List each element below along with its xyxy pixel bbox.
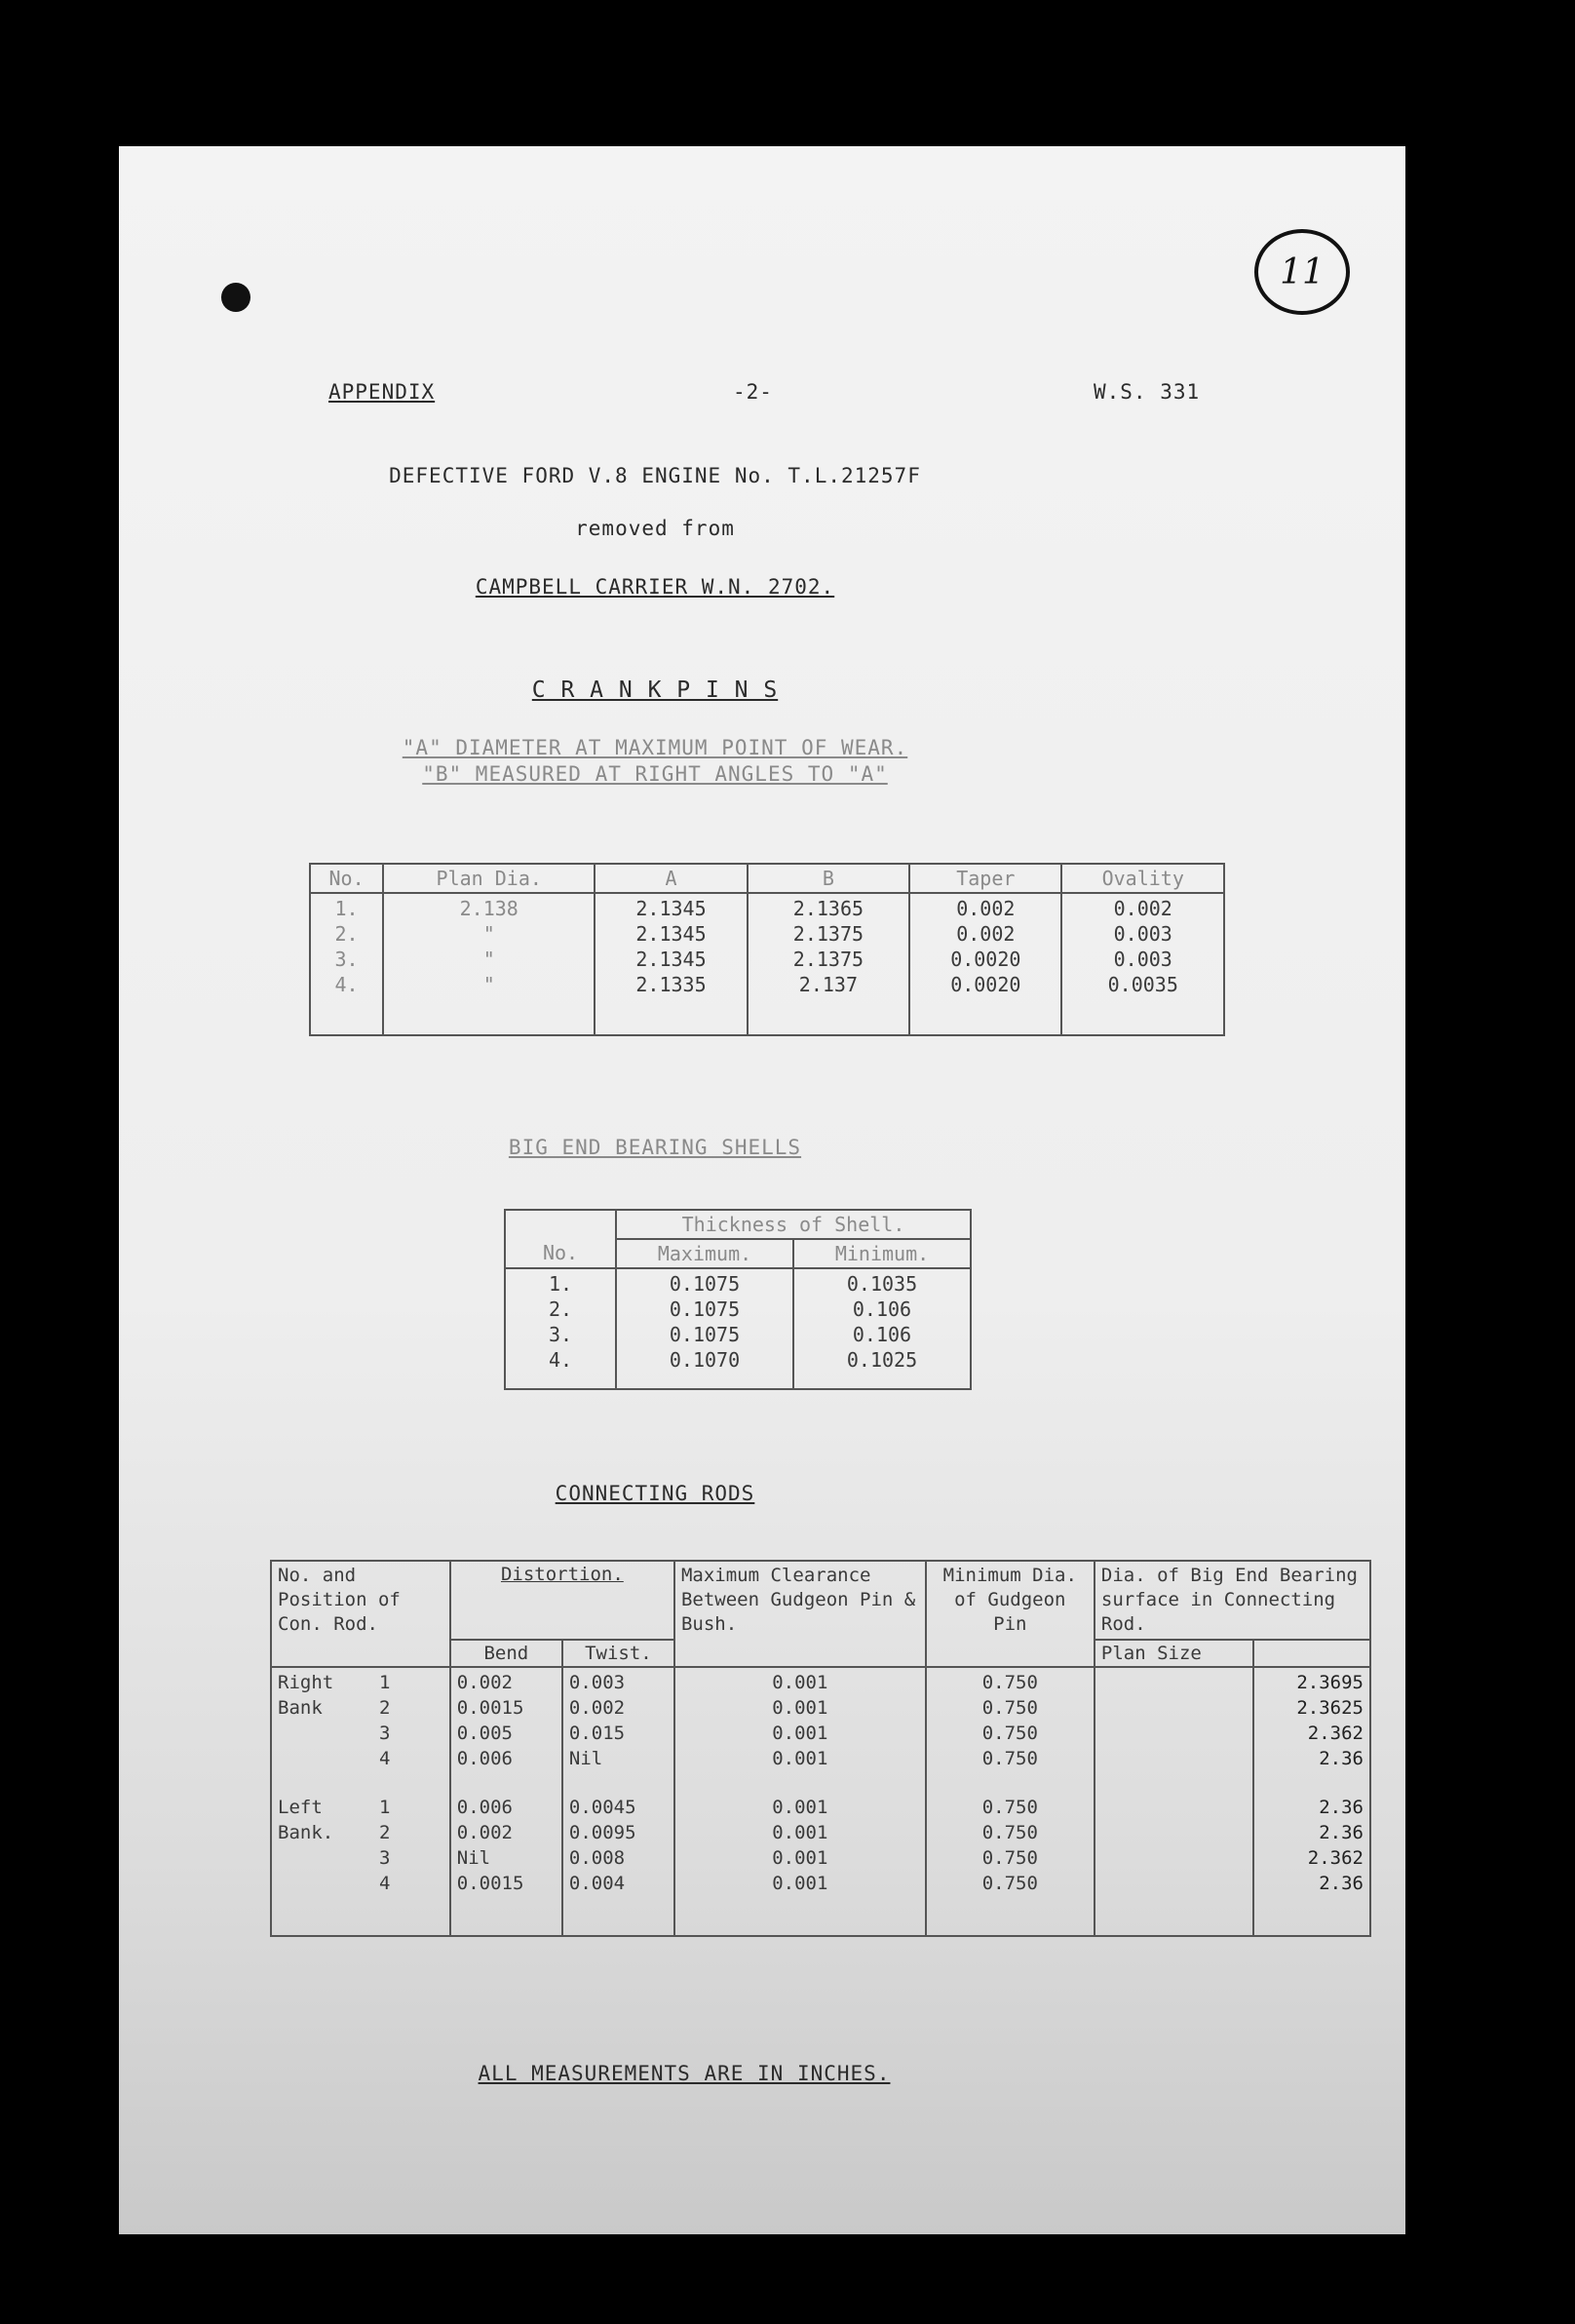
cell: 0.002 [956,922,1016,946]
col-no: No. [310,864,383,893]
col-taper: Taper [909,864,1061,893]
cell: 0.750 [981,1748,1038,1769]
cell: " [482,973,495,996]
punch-hole [221,283,250,312]
left-bank-numbers [379,1795,390,1896]
big-end-no-cell [505,1268,616,1389]
appendix-label: APPENDIX [328,380,436,404]
cell: 0.1025 [846,1348,918,1372]
cell: 2.362 [1307,1723,1364,1744]
cell: " [482,948,495,971]
col-distortion: Distortion. [450,1561,674,1640]
cell: 2.3625 [1296,1697,1364,1719]
big-end-group-row [505,1210,971,1239]
cell: 3 [379,1723,391,1744]
cell: 0.001 [772,1672,828,1693]
cell: Nil [568,1748,603,1769]
cell: 0.1070 [669,1348,741,1372]
cell: 3 [379,1847,391,1869]
cell: 3. [548,1323,573,1346]
cell: 2.1375 [792,922,864,946]
cell: 0.1075 [669,1298,741,1321]
cell: 0.0020 [950,973,1021,996]
cell: 0.106 [852,1298,912,1321]
conrods-plan-size-cell [1095,1667,1253,1936]
cell: 2.36 [1319,1873,1364,1894]
crankpins-header-row [310,864,1224,893]
col-no: No. [505,1239,616,1268]
note-b: "B" MEASURED AT RIGHT ANGLES TO "A" [422,762,888,786]
cell: 0.001 [772,1697,828,1719]
cell: 2.36 [1319,1748,1364,1769]
cell: 2. [334,922,359,946]
conrods-heading: CONNECTING RODS [555,1482,755,1505]
crankpins-heading: C R A N K P I N S [531,678,779,703]
cell: 0.001 [772,1748,828,1769]
cell: 0.002 [568,1697,626,1719]
big-end-table [504,1209,972,1390]
cell: 2.137 [798,973,859,996]
cell: 0.008 [568,1847,626,1869]
big-end-header-row [505,1239,971,1268]
reference-number: W.S. 331 [1094,380,1201,404]
cell: 0.004 [568,1873,626,1894]
conrods-data-row [271,1667,1370,1936]
col-b: B [748,864,909,893]
cell: 0.0045 [568,1797,636,1818]
crankpins-data-row [310,893,1224,1035]
cell: 2.1335 [635,973,707,996]
col-clearance: Maximum Clearance Between Gudgeon Pin & Bush. [674,1561,926,1667]
footer-note: ALL MEASUREMENTS ARE IN INCHES. [478,2062,891,2085]
carrier-label: CAMPBELL CARRIER W.N. 2702. [475,575,835,599]
col-bend: Bend [450,1640,562,1667]
cell: 4 [379,1873,391,1894]
crankpins-b-cell [748,893,909,1035]
cell: 0.003 [1113,922,1172,946]
blank-cell [505,1210,616,1239]
cell: 2.362 [1307,1847,1364,1869]
cell: 0.750 [981,1672,1038,1693]
cell: 0.015 [568,1723,626,1744]
col-position: No. and Position of Con. Rod. [271,1561,450,1667]
thickness-header: Thickness of Shell. [616,1210,971,1239]
cell: 0.106 [852,1323,912,1346]
cell: 2.1345 [635,948,707,971]
left-bank-label: Left Bank. [278,1797,334,1843]
cell: 0.1035 [846,1272,918,1296]
cell: 0.0020 [950,948,1021,971]
cell: 0.0095 [568,1822,636,1843]
crankpins-plan-cell [383,893,595,1035]
col-plan-size: Plan Size [1095,1640,1253,1667]
cell: 0.1075 [669,1323,741,1346]
col-big-end-dia: Dia. of Big End Bearing surface in Connecting Rod. [1095,1561,1370,1640]
left-bank-block [278,1795,443,1896]
cell: 1 [379,1672,391,1693]
cell: 0.750 [981,1697,1038,1719]
note-a: "A" DIAMETER AT MAXIMUM POINT OF WEAR. [402,736,908,759]
cell: 1 [379,1797,391,1818]
col-minimum: Minimum. [793,1239,971,1268]
conrods-header-row-1 [271,1561,1370,1640]
crankpins-ovality-cell [1061,893,1224,1035]
crankpins-no-cell [310,893,383,1035]
cell: 4. [548,1348,573,1372]
col-actual [1253,1640,1370,1667]
cell: 2.1345 [635,897,707,920]
conrods-position-cell [271,1667,450,1936]
big-end-heading: BIG END BEARING SHELLS [508,1136,802,1159]
cell: 0.750 [981,1723,1038,1744]
cell: 2.1375 [792,948,864,971]
cell: 0.750 [981,1873,1038,1894]
cell: 0.001 [772,1847,828,1869]
cell: 2.1365 [792,897,864,920]
cell: 2 [379,1822,391,1843]
crankpins-table [309,863,1225,1036]
cell: 0.750 [981,1797,1038,1818]
removed-from-label: removed from [575,517,735,540]
cell: 0.0035 [1107,973,1178,996]
conrods-table [270,1560,1371,1937]
cell: 0.001 [772,1797,828,1818]
cell: 0.002 [1113,897,1172,920]
right-bank-numbers [379,1670,390,1771]
conrods-clearance-cell [674,1667,926,1936]
cell: 1. [548,1272,573,1296]
big-end-data-row [505,1268,971,1389]
col-maximum: Maximum. [616,1239,793,1268]
cell: 2.36 [1319,1797,1364,1818]
cell: 0.006 [456,1797,513,1818]
cell: 2.138 [459,897,519,920]
cell: 0.002 [456,1822,513,1843]
col-plan-dia: Plan Dia. [383,864,595,893]
right-bank-label: Right Bank [278,1672,334,1719]
cell: 0.005 [456,1723,513,1744]
right-bank-block [278,1670,443,1771]
cell: 3. [334,948,359,971]
document-page [119,146,1405,2234]
crankpins-a-cell [595,893,747,1035]
cell: 0.001 [772,1873,828,1894]
document-title: DEFECTIVE FORD V.8 ENGINE No. T.L.21257F [389,464,921,487]
cell: 0.001 [772,1822,828,1843]
cell: " [482,922,495,946]
cell: 0.002 [956,897,1016,920]
cell: Nil [456,1847,491,1869]
cell: 2.3695 [1296,1672,1364,1693]
cell: 0.1075 [669,1272,741,1296]
cell: 1. [334,897,359,920]
cell: 0.750 [981,1847,1038,1869]
cell: 4. [334,973,359,996]
conrods-min-dia-cell [926,1667,1095,1936]
cell: 0.002 [456,1672,513,1693]
cell: 0.0015 [456,1697,524,1719]
crankpins-taper-cell [909,893,1061,1035]
folio-number: 11 [1254,229,1350,315]
cell: 0.003 [568,1672,626,1693]
cell: 0.0015 [456,1873,524,1894]
conrods-bend-cell [450,1667,562,1936]
page-number: -2- [733,380,773,404]
cell: 2.1345 [635,922,707,946]
col-a: A [595,864,747,893]
cell: 0.750 [981,1822,1038,1843]
col-min-dia: Minimum Dia. of Gudgeon Pin [926,1561,1095,1667]
cell: 0.003 [1113,948,1172,971]
col-twist: Twist. [562,1640,674,1667]
conrods-twist-cell [562,1667,674,1936]
cell: 0.001 [772,1723,828,1744]
cell: 0.006 [456,1748,513,1769]
cell: 4 [379,1748,391,1769]
big-end-min-cell [793,1268,971,1389]
cell: 2.36 [1319,1822,1364,1843]
conrods-actual-cell [1253,1667,1370,1936]
col-ovality: Ovality [1061,864,1224,893]
cell: 2. [548,1298,573,1321]
cell: 2 [379,1697,391,1719]
big-end-max-cell [616,1268,793,1389]
